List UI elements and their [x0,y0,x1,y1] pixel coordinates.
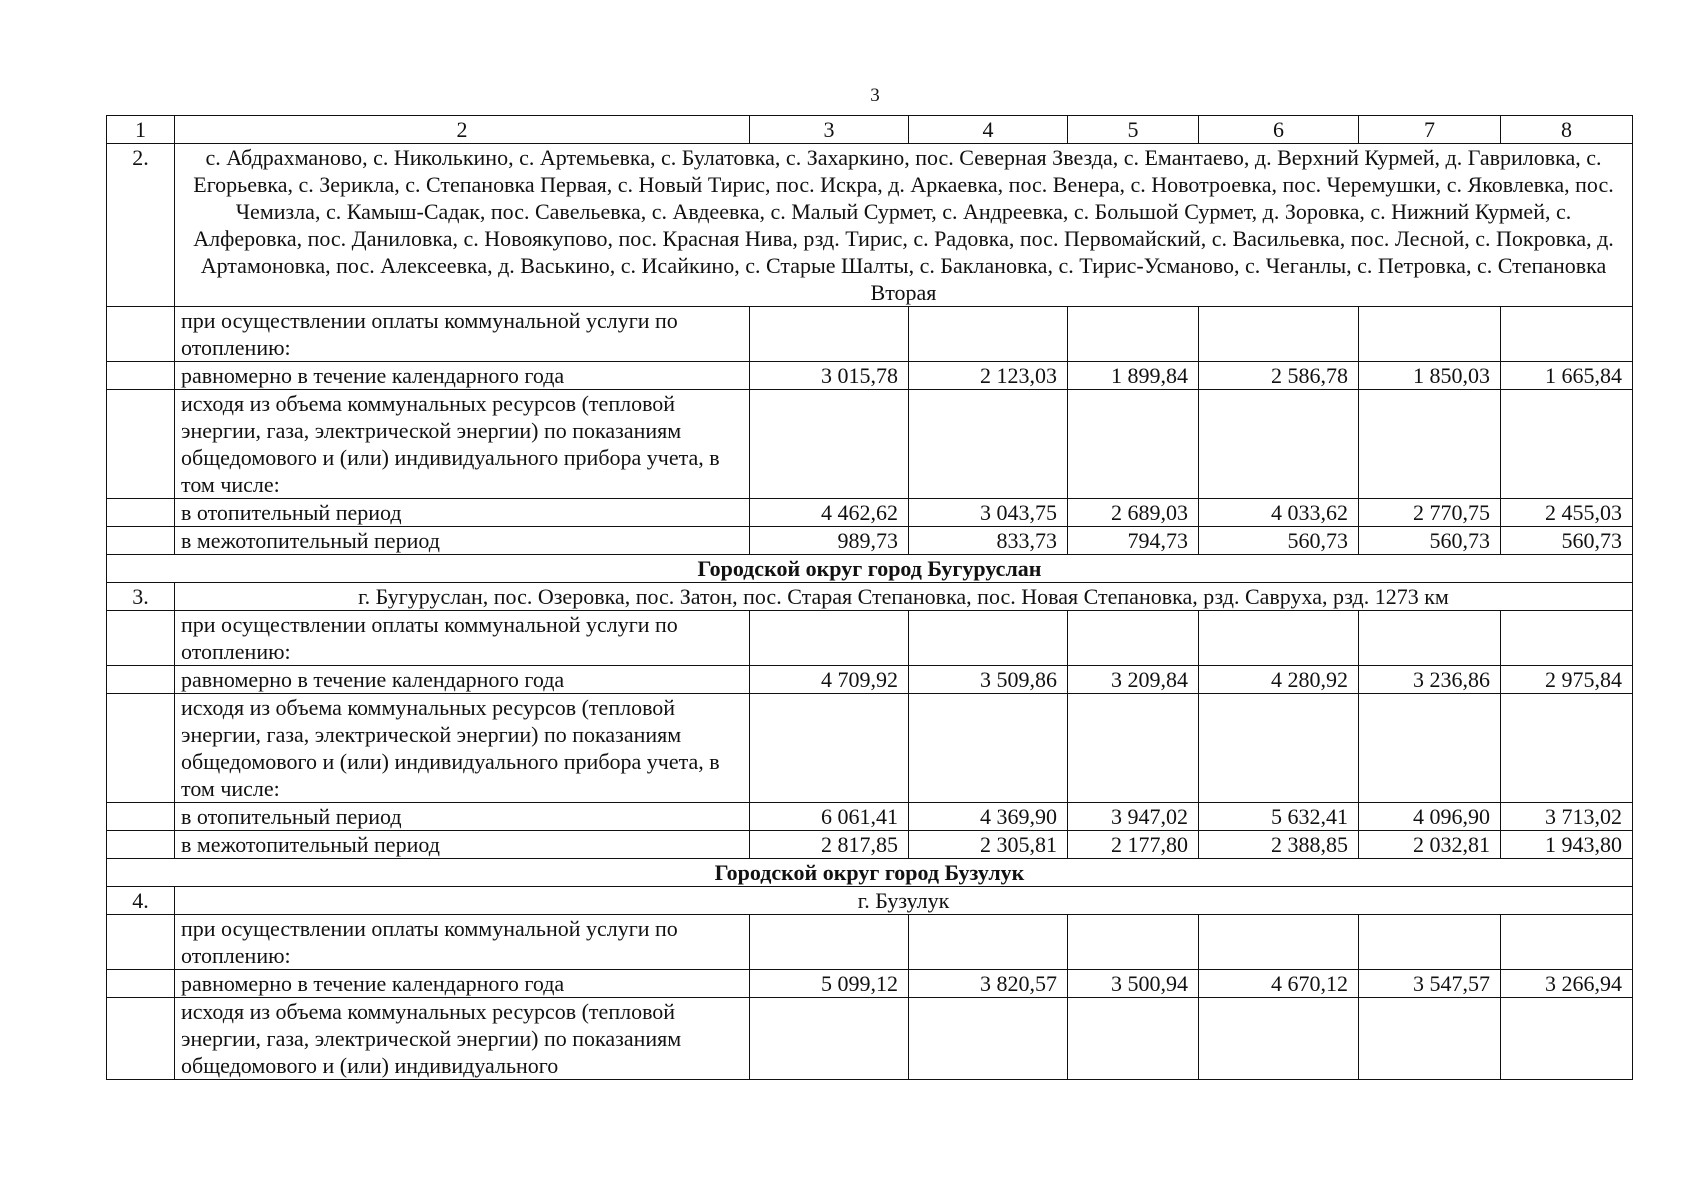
district-title: Городской округ город Бугуруслан [107,555,1633,583]
header-cell: 4 [909,116,1068,144]
value-cell: 794,73 [1068,527,1199,555]
value-cell [909,390,1068,499]
value-cell: 2 817,85 [750,831,909,859]
value-cell: 6 061,41 [750,803,909,831]
number-cell-empty [107,390,175,499]
value-cell [1199,915,1359,970]
value-cell: 560,73 [1199,527,1359,555]
section-number: 3. [107,583,175,611]
row-label: равномерно в течение календарного года [175,362,750,390]
value-cell [750,694,909,803]
section-number: 2. [107,144,175,307]
value-cell: 2 455,03 [1501,499,1633,527]
value-cell: 4 670,12 [1199,970,1359,998]
value-cell [1359,915,1501,970]
value-cell: 3 820,57 [909,970,1068,998]
header-cell: 6 [1199,116,1359,144]
value-cell [1068,390,1199,499]
value-cell [750,307,909,362]
value-cell [909,307,1068,362]
value-cell: 2 586,78 [1199,362,1359,390]
value-cell: 560,73 [1359,527,1501,555]
value-cell [1068,694,1199,803]
table-row [107,915,1633,970]
header-cell: 1 [107,116,175,144]
row-label: в межотопительный период [175,527,750,555]
table-row [107,307,1633,362]
section-number: 4. [107,887,175,915]
section-places-row [107,887,1633,915]
value-cell [1501,915,1633,970]
value-cell: 2 032,81 [1359,831,1501,859]
value-cell: 4 709,92 [750,666,909,694]
section-places: с. Абдрахманово, с. Николькино, с. Артемьевка, с. Булатовка, с. Захаркино, пос. Северная Звезда, с. Емантаево, д. Верхний Курмей, д. Гавриловка, с. Егорьевка, с. Зерикла, с. Степановка Первая, с. Новый Тирис, пос. Искра, д. Аркаевка, пос. Венера, с. Новотроевка, пос. Черемушки, с. Яковлевка, пос. Чемизла, с. Камыш-Садак, пос. Савельевка, с. Авдеевка, с. Малый Сурмет, с. Андреевка, с. Большой Сурмет, д. Зоровка, с. Нижний Курмей, с. Алферовка, пос. Даниловка, с. Новоякупово, пос. Красная Нива, рзд. Тирис, с. Радовка, пос. Первомайский, с. Васильевка, пос. Лесной, с. Покровка, д. Артамоновка, пос. Алексеевка, д. Васькино, с. Исайкино, с. Старые Шалты, с. Баклановка, с. Тирис-Усманово, с. Чеганлы, с. Петровка, с. Степановка Вторая [175,144,1633,307]
value-cell [750,998,909,1080]
value-cell [909,611,1068,666]
table-row [107,998,1633,1080]
table-row [107,499,1633,527]
value-cell [1501,694,1633,803]
value-cell: 4 096,90 [1359,803,1501,831]
value-cell: 989,73 [750,527,909,555]
value-cell [1068,611,1199,666]
number-cell-empty [107,611,175,666]
value-cell: 3 236,86 [1359,666,1501,694]
header-cell: 8 [1501,116,1633,144]
value-cell [750,915,909,970]
number-cell-empty [107,362,175,390]
value-cell: 3 043,75 [909,499,1068,527]
value-cell: 1 943,80 [1501,831,1633,859]
value-cell: 3 509,86 [909,666,1068,694]
value-cell [1199,998,1359,1080]
value-cell [1359,307,1501,362]
row-label: при осуществлении оплаты коммунальной услуги по отоплению: [175,611,750,666]
value-cell: 3 713,02 [1501,803,1633,831]
number-cell-empty [107,307,175,362]
number-cell-empty [107,803,175,831]
value-cell [909,915,1068,970]
value-cell: 5 632,41 [1199,803,1359,831]
header-cell: 7 [1359,116,1501,144]
value-cell: 5 099,12 [750,970,909,998]
value-cell [1068,998,1199,1080]
value-cell [1501,998,1633,1080]
number-cell-empty [107,915,175,970]
number-cell-empty [107,998,175,1080]
page-number: 3 [870,85,880,106]
value-cell [1199,694,1359,803]
value-cell: 2 177,80 [1068,831,1199,859]
value-cell: 4 033,62 [1199,499,1359,527]
value-cell: 2 975,84 [1501,666,1633,694]
value-cell [1199,390,1359,499]
value-cell [1359,611,1501,666]
value-cell: 2 123,03 [909,362,1068,390]
value-cell [909,694,1068,803]
table-row [107,803,1633,831]
value-cell: 560,73 [1501,527,1633,555]
table-row [107,970,1633,998]
number-cell-empty [107,666,175,694]
row-label: исходя из объема коммунальных ресурсов (тепловой энергии, газа, электрической энергии) по показаниям общедомового и (или) индивидуального прибора учета, в том числе: [175,390,750,499]
number-cell-empty [107,970,175,998]
header-cell: 3 [750,116,909,144]
table-row [107,362,1633,390]
value-cell [750,611,909,666]
value-cell [750,390,909,499]
table-row [107,666,1633,694]
value-cell: 3 947,02 [1068,803,1199,831]
table-row [107,527,1633,555]
section-places-row [107,583,1633,611]
row-label: в отопительный период [175,803,750,831]
row-label: при осуществлении оплаты коммунальной услуги по отоплению: [175,915,750,970]
value-cell [1068,915,1199,970]
table-row [107,694,1633,803]
value-cell: 2 770,75 [1359,499,1501,527]
header-row [107,116,1633,144]
value-cell: 1 850,03 [1359,362,1501,390]
value-cell: 1 899,84 [1068,362,1199,390]
district-title: Городской округ город Бузулук [107,859,1633,887]
number-cell-empty [107,499,175,527]
district-title-row [107,555,1633,583]
value-cell [909,998,1068,1080]
value-cell [1068,307,1199,362]
section-places-row [107,144,1633,307]
value-cell: 3 015,78 [750,362,909,390]
value-cell [1501,390,1633,499]
value-cell [1199,611,1359,666]
value-cell [1359,694,1501,803]
row-label: равномерно в течение календарного года [175,666,750,694]
header-cell: 5 [1068,116,1199,144]
row-label: исходя из объема коммунальных ресурсов (тепловой энергии, газа, электрической энергии) по показаниям общедомового и (или) индивидуального [175,998,750,1080]
value-cell: 4 280,92 [1199,666,1359,694]
value-cell: 2 305,81 [909,831,1068,859]
row-label: равномерно в течение календарного года [175,970,750,998]
value-cell: 2 689,03 [1068,499,1199,527]
number-cell-empty [107,694,175,803]
value-cell: 3 547,57 [1359,970,1501,998]
value-cell: 3 266,94 [1501,970,1633,998]
row-label: в межотопительный период [175,831,750,859]
tariff-table [106,115,1633,1080]
value-cell [1501,611,1633,666]
number-cell-empty [107,831,175,859]
table-row [107,390,1633,499]
value-cell: 833,73 [909,527,1068,555]
number-cell-empty [107,527,175,555]
value-cell [1359,390,1501,499]
section-places: г. Бузулук [175,887,1633,915]
table-row [107,831,1633,859]
row-label: исходя из объема коммунальных ресурсов (тепловой энергии, газа, электрической энергии) по показаниям общедомового и (или) индивидуального прибора учета, в том числе: [175,694,750,803]
value-cell: 3 209,84 [1068,666,1199,694]
value-cell [1359,998,1501,1080]
value-cell: 4 462,62 [750,499,909,527]
table-row [107,611,1633,666]
value-cell: 2 388,85 [1199,831,1359,859]
row-label: при осуществлении оплаты коммунальной услуги по отоплению: [175,307,750,362]
value-cell: 4 369,90 [909,803,1068,831]
value-cell: 1 665,84 [1501,362,1633,390]
section-places: г. Бугуруслан, пос. Озеровка, пос. Затон, пос. Старая Степановка, пос. Новая Степановка, рзд. Савруха, рзд. 1273 км [175,583,1633,611]
value-cell [1199,307,1359,362]
header-cell: 2 [175,116,750,144]
value-cell: 3 500,94 [1068,970,1199,998]
value-cell [1501,307,1633,362]
row-label: в отопительный период [175,499,750,527]
district-title-row [107,859,1633,887]
